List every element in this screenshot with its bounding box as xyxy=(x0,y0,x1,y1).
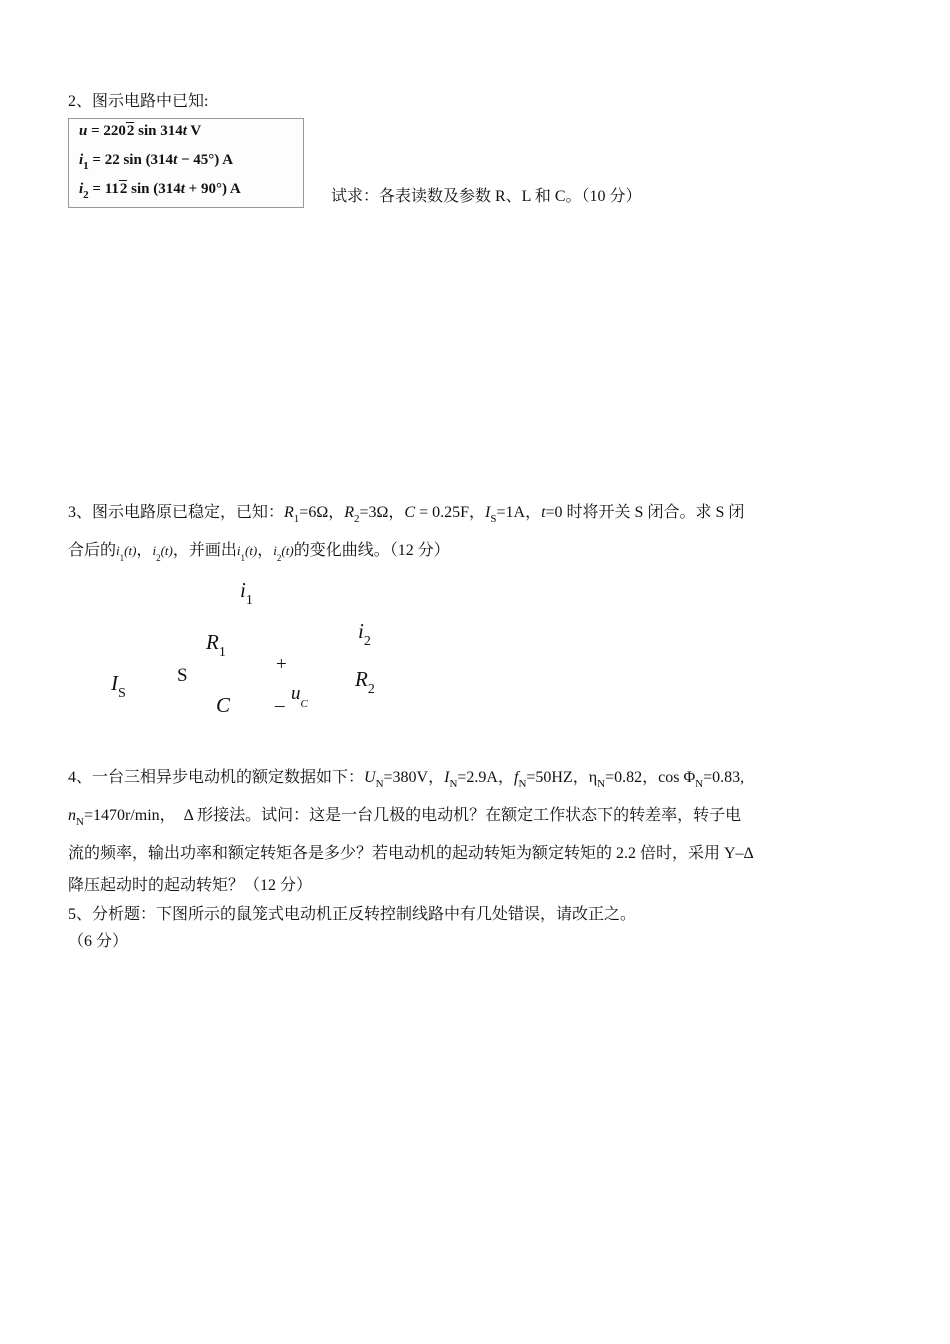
label-uc: $u_C$ xyxy=(291,683,308,710)
label-C: C xyxy=(216,693,231,717)
q5-line-1: 5、分析题：下图所示的鼠笼式电动机正反转控制线路中有几处错误，请改正之。 xyxy=(68,906,637,923)
label-switch-S: S xyxy=(177,665,188,686)
label-R2: $R_2$ xyxy=(355,667,375,697)
label-plus: + xyxy=(276,654,287,675)
q4-text xyxy=(68,762,888,902)
given-equations-box xyxy=(68,118,304,208)
label-R1: $R_1$ xyxy=(206,630,226,660)
q3-text xyxy=(68,497,888,574)
q4-line-2: $n_N=1470r/\min$， Δ 形接法。试问：这是一台几极的电动机？在额定工作状态下的转差率，转子电 xyxy=(68,807,742,828)
current-i2-equation: $i_2 = 112$ sin (314t + 90°) A xyxy=(79,181,241,201)
q4-line-3: 流的频率，输出功率和额定转矩各是多少？若电动机的起动转矩为额定转矩的 2.2 倍时，采用 Y–Δ xyxy=(68,845,754,862)
q3-line-1: 3、图示电路原已稳定，已知：$R_1=6\Omega$，$R_2=3\Omega$，C = 0.25F，$I_S=1A$，t=0 时将开关 S 闭合。求 S 闭 xyxy=(68,504,745,525)
q5-line-2: （6 分） xyxy=(68,933,129,950)
current-i1-equation: $i_1 = 22$ sin (314t − 45°) A xyxy=(79,152,234,172)
q4-line-4: 降压起动时的起动转矩？（12 分） xyxy=(68,877,313,894)
label-minus: – xyxy=(275,695,285,716)
label-i1: $i_1$ xyxy=(240,578,253,608)
q2-task: 试求：各表读数及参数 R、L 和 C。（10 分） xyxy=(331,188,642,205)
q4-line-1: 4、一台三相异步电动机的额定数据如下：$U_N=380V$，$I_N=2.9A$，$f_N=50HZ$，$\eta_N=0.82$，$\cos \Phi_N=0.83$, xyxy=(68,769,745,790)
voltage-equation: u = 2202 sin 314t V xyxy=(79,123,202,139)
q2-title: 2、图示电路中已知: xyxy=(68,93,209,110)
label-i2: $i_2$ xyxy=(358,619,371,649)
label-Is: $I_S$ xyxy=(111,671,126,701)
q3-line-2: 合后的$i_1(t)$，$i_2(t)$，并画出$i_1(t)$，$i_2(t)$的变化曲线。（12 分） xyxy=(68,542,450,563)
